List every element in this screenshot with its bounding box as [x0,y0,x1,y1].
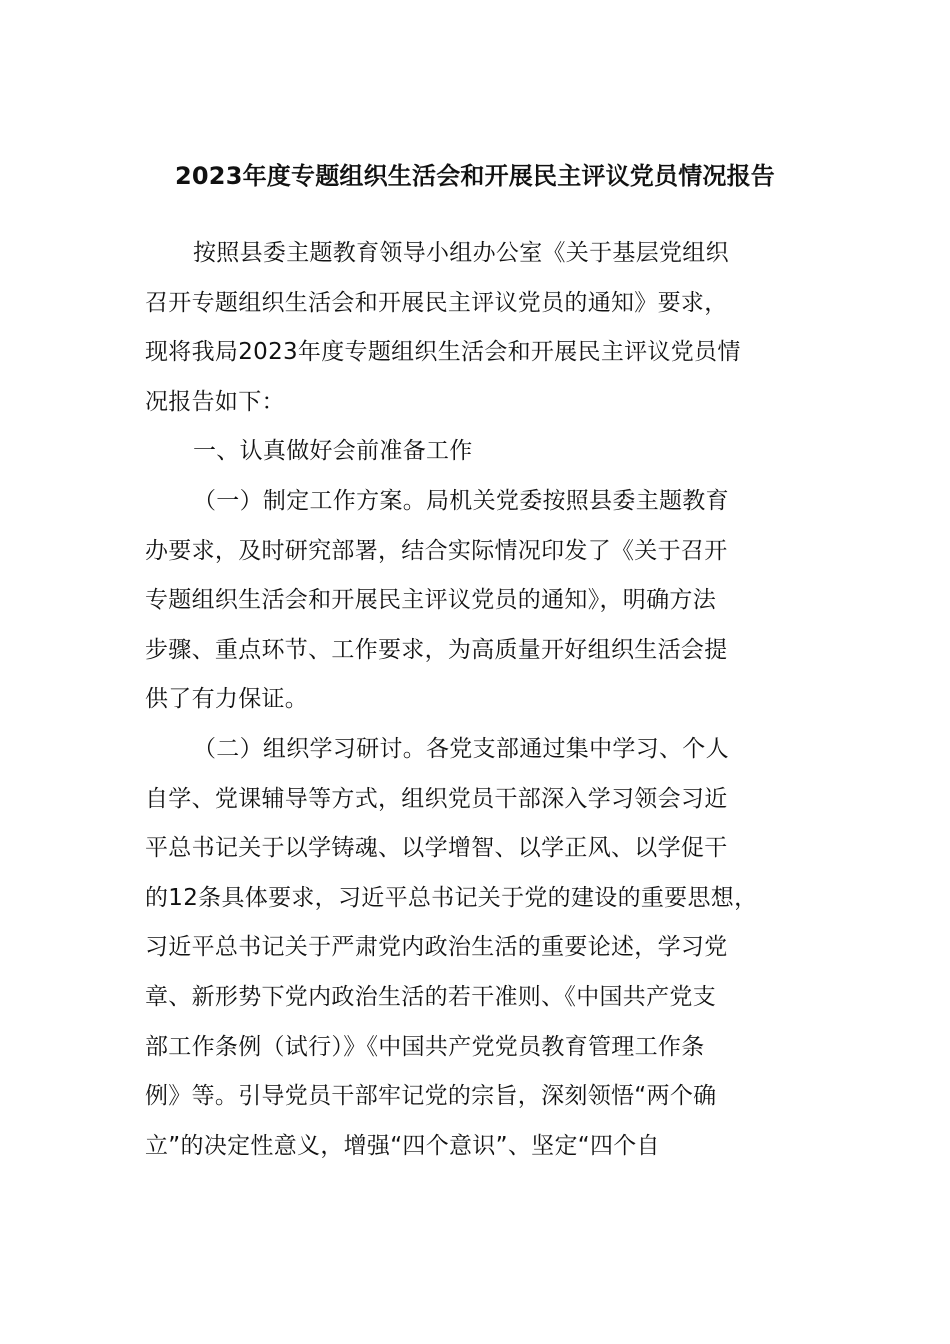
paragraph-line: 供了有力保证。 [145,686,309,713]
paragraph-line: 的12条具体要求，习近平总书记关于党的建设的重要思想， [145,884,758,911]
document-body [145,229,835,1171]
paragraph-line: 办要求，及时研究部署，结合实际情况印发了《关于召开 [145,537,728,564]
paragraph-line: 召开专题组织生活会和开展民主评议党员的通知》要求， [145,289,728,316]
paragraph-line: （二）组织学习研讨。各党支部通过集中学习、个人 [193,735,729,762]
paragraph-line: 专题组织生活会和开展民主评议党员的通知》，明确方法 [145,587,716,614]
paragraph-line: 现将我局2023年度专题组织生活会和开展民主评议党员情 [145,339,741,366]
paragraph-line: 自学、党课辅导等方式，组织党员干部深入学习领会习近 [145,785,728,812]
paragraph-line: 例》等。引导党员干部牢记党的宗旨，深刻领悟“两个确 [145,1083,717,1110]
paragraph-line: （一）制定工作方案。局机关党委按照县委主题教育 [193,487,729,514]
paragraph-line: 章、新形势下党内政治生活的若干准则、《中国共产党支 [145,983,716,1010]
paragraph-line: 平总书记关于以学铸魂、以学增智、以学正风、以学促干 [145,835,728,862]
paragraph-line: 部工作条例（试行）》《中国共产党党员教育管理工作条 [145,1033,705,1060]
paragraph-line: 步骤、重点环节、工作要求，为高质量开好组织生活会提 [145,636,728,663]
paragraph-line: 况报告如下： [145,388,285,415]
document-title: 2023年度专题组织生活会和开展民主评议党员情况报告 [175,162,775,190]
paragraph-line: 按照县委主题教育领导小组办公室《关于基层党组织 [193,240,729,266]
paragraph-line: 习近平总书记关于严肃党内政治生活的重要论述，学习党 [145,934,728,961]
paragraph-line: 立”的决定性意义，增强“四个意识”、坚定“四个自 [145,1132,660,1159]
section-heading: 一、认真做好会前准备工作 [193,438,473,465]
